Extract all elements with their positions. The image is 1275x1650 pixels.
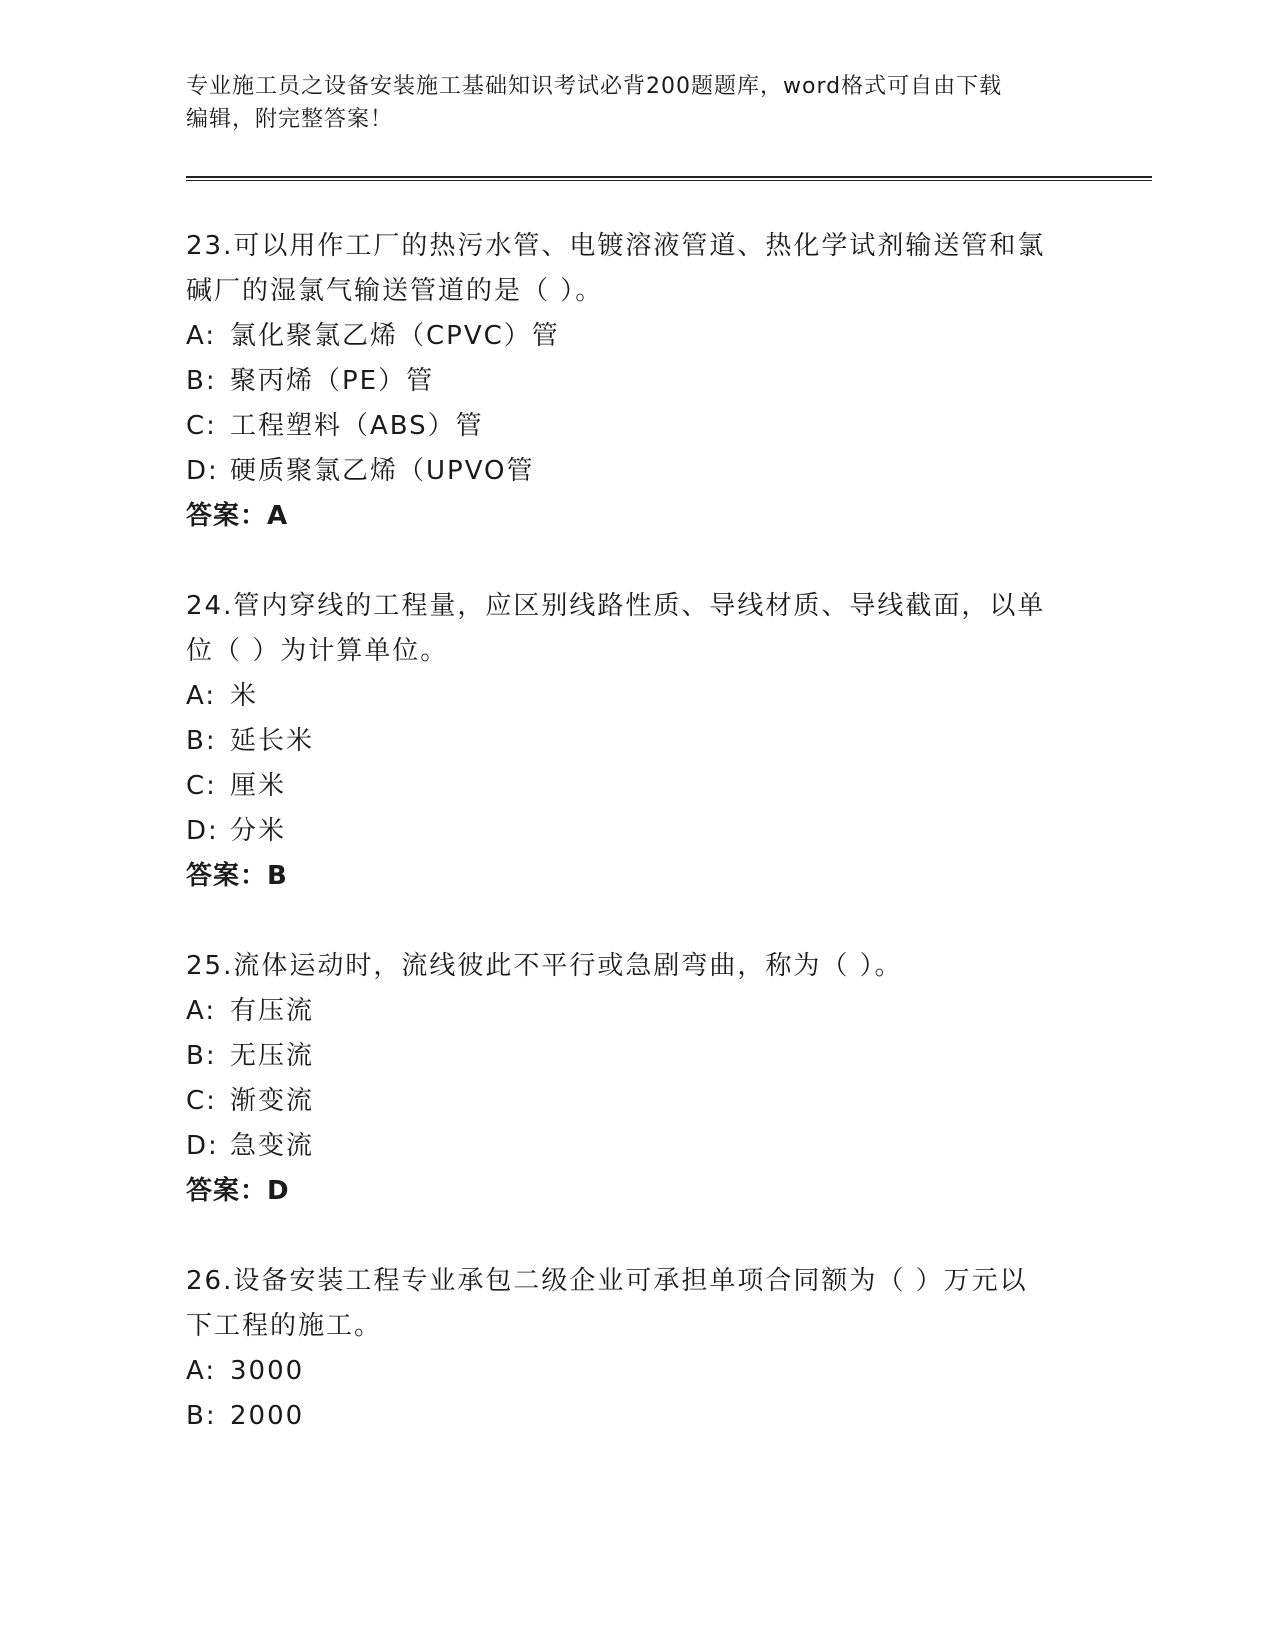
question-stem-line-1: 23.可以用作工厂的热污水管、电镀溶液管道、热化学试剂输送管和氯: [186, 231, 1046, 261]
answer-label: 答案：B: [186, 861, 288, 891]
answer-label: 答案：A: [186, 501, 289, 531]
option-key: A:: [186, 321, 217, 351]
question-stem-line-1: 26.设备安装工程专业承包二级企业可承担单项合同额为（ ）万元以: [186, 1266, 1028, 1296]
question-24: [186, 584, 1086, 899]
option-text: 2000: [230, 1401, 305, 1431]
question-stem-line-1: 25.流体运动时，流线彼此不平行或急剧弯曲，称为（ ）。: [186, 951, 903, 981]
question-stem-line-2: 下工程的施工。: [186, 1311, 383, 1341]
option-key: A:: [186, 1356, 217, 1386]
option-a: [186, 989, 1086, 1034]
option-text: 延长米: [230, 726, 315, 756]
option-key: B:: [186, 366, 217, 396]
option-d: [186, 1124, 1086, 1169]
option-key: D:: [186, 816, 219, 846]
option-c: [186, 764, 1086, 809]
option-text: 厘米: [230, 771, 287, 801]
question-stem-line-2: 碱厂的湿氯气输送管道的是（ ）。: [186, 276, 604, 306]
option-b: [186, 719, 1086, 764]
option-text: 硬质聚氯乙烯（UPVO管: [230, 456, 535, 486]
option-key: A:: [186, 996, 217, 1026]
option-a: [186, 674, 1086, 719]
option-key: B:: [186, 1041, 217, 1071]
option-text: 氯化聚氯乙烯（CPVC）管: [230, 321, 560, 351]
option-c: [186, 1079, 1086, 1124]
option-b: [186, 1034, 1086, 1079]
document-header: [186, 70, 1086, 136]
option-text: 无压流: [230, 1041, 315, 1071]
option-a: [186, 1349, 1086, 1394]
option-key: B:: [186, 726, 217, 756]
header-divider: [186, 176, 1152, 181]
option-key: D:: [186, 1131, 219, 1161]
option-text: 聚丙烯（PE）管: [230, 366, 435, 396]
option-d: [186, 809, 1086, 854]
option-text: 3000: [230, 1356, 305, 1386]
option-d: [186, 449, 1086, 494]
header-title-line-2: 编辑，附完整答案！: [186, 107, 394, 132]
question-23: [186, 224, 1086, 539]
question-stem-line-1: 24.管内穿线的工程量，应区别线路性质、导线材质、导线截面，以单: [186, 591, 1046, 621]
question-25: [186, 944, 1086, 1214]
option-key: A:: [186, 681, 217, 711]
option-text: 急变流: [230, 1131, 315, 1161]
option-text: 工程塑料（ABS）管: [230, 411, 484, 441]
option-c: [186, 404, 1086, 449]
question-26: [186, 1259, 1086, 1439]
header-title-line-1: 专业施工员之设备安装施工基础知识考试必背200题题库，word格式可自由下载: [186, 74, 1003, 99]
answer-label: 答案：D: [186, 1176, 290, 1206]
option-a: [186, 314, 1086, 359]
option-key: C:: [186, 1086, 217, 1116]
question-stem-line-2: 位（ ）为计算单位。: [186, 636, 449, 666]
option-key: B:: [186, 1401, 217, 1431]
option-b: [186, 1394, 1086, 1439]
option-text: 米: [230, 681, 259, 711]
option-key: C:: [186, 771, 217, 801]
option-key: C:: [186, 411, 217, 441]
option-b: [186, 359, 1086, 404]
option-text: 分米: [230, 816, 287, 846]
option-text: 有压流: [230, 996, 315, 1026]
option-key: D:: [186, 456, 219, 486]
option-text: 渐变流: [230, 1086, 315, 1116]
